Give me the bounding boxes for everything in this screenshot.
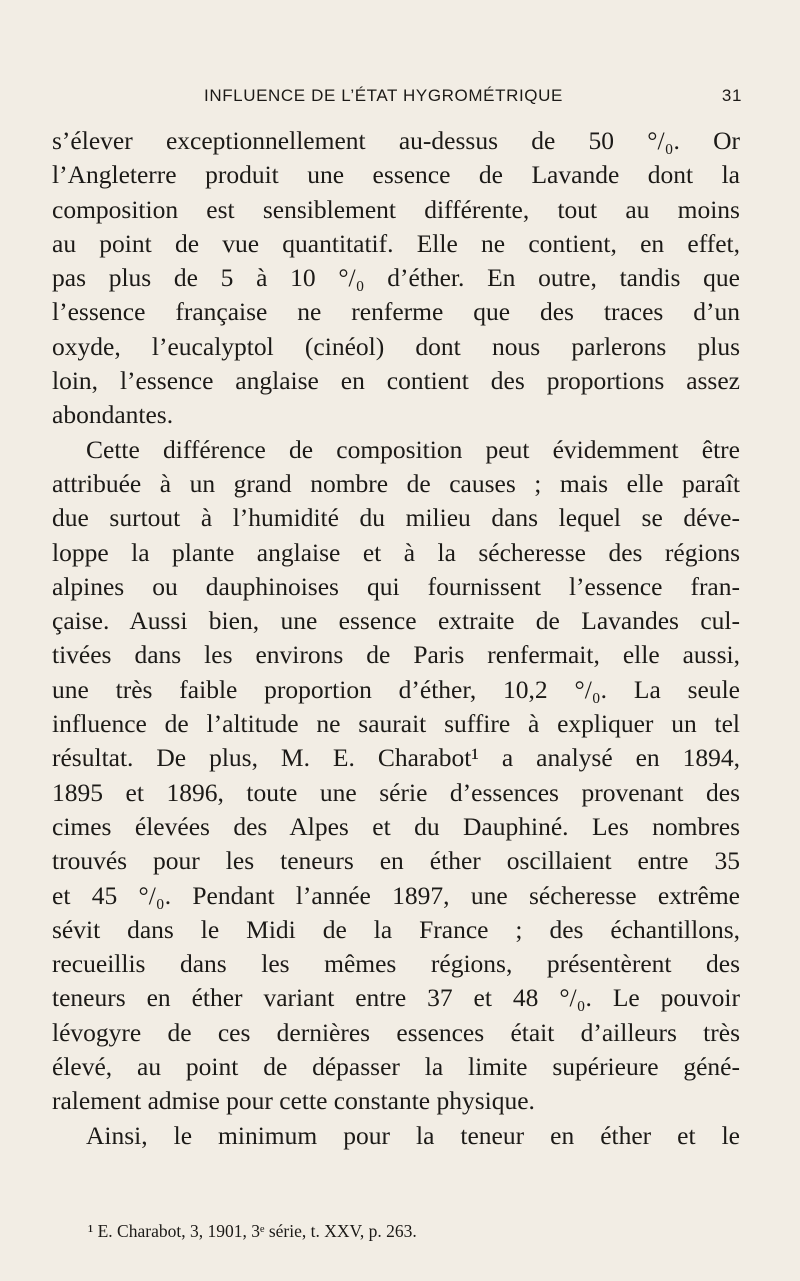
text-line: Cette différence de composition peut évidemment être [86, 434, 740, 464]
footnote: ¹ E. Charabot, 3, 1901, 3ᵉ série, t. XXV, p. 263. [88, 1221, 417, 1241]
text-line: abondantes. [52, 400, 174, 430]
text-line: due surtout à l’humidité du milieu dans lequel se déve- [52, 503, 740, 533]
text-line: attribuée à un grand nombre de causes ; mais elle paraît [52, 468, 740, 498]
text-line: au point de vue quantitatif. Elle ne contient, en effet, [52, 228, 740, 258]
page-number: 31 [721, 86, 742, 105]
text-line: 1895 et 1896, toute une série d’essences provenant des [52, 777, 740, 807]
text-line: tivées dans les environs de Paris renfermait, elle aussi, [52, 640, 740, 670]
text-line: élevé, au point de dépasser la limite supérieure géné- [52, 1052, 740, 1082]
text-line: l’Angleterre produit une essence de Lavande dont la [52, 160, 740, 190]
text-line: loin, l’essence anglaise en contient des proportions assez [52, 366, 740, 396]
text-line: et 45 °/₀. Pendant l’année 1897, une sécheresse extrême [52, 880, 740, 910]
text-line: cimes élevées des Alpes et du Dauphiné. Les nombres [52, 811, 740, 841]
body-text [52, 124, 740, 1153]
text-line: teneurs en éther variant entre 37 et 48 °/₀. Le pouvoir [52, 983, 740, 1013]
text-line: loppe la plante anglaise et à la sécheresse des régions [52, 537, 740, 567]
text-line: pas plus de 5 à 10 °/₀ d’éther. En outre, tandis que [52, 263, 740, 293]
text-line: composition est sensiblement différente, tout au moins [52, 194, 740, 224]
text-line: çaise. Aussi bien, une essence extraite de Lavandes cul- [52, 606, 740, 636]
text-line: trouvés pour les teneurs en éther oscillaient entre 35 [52, 846, 740, 876]
text-line: ralement admise pour cette constante physique. [52, 1086, 535, 1116]
text-line: s’élever exceptionnellement au-dessus de 50 °/₀. Or [52, 126, 740, 155]
text-line: oxyde, l’eucalyptol (cinéol) dont nous parlerons plus [52, 331, 740, 361]
text-line: résultat. De plus, M. E. Charabot¹ a analysé en 1894, [52, 743, 740, 773]
text-line: influence de l’altitude ne saurait suffire à expliquer un tel [52, 709, 740, 739]
text-line: sévit dans le Midi de la France ; des échantillons, [52, 914, 740, 944]
text-line: l’essence française ne renferme que des traces d’un [52, 297, 740, 327]
text-line: une très faible proportion d’éther, 10,2 °/₀. La seule [52, 674, 740, 704]
text-line: recueillis dans les mêmes régions, présentèrent des [52, 949, 740, 979]
text-line: lévogyre de ces dernières essences était d’ailleurs très [52, 1017, 740, 1047]
running-title: INFLUENCE DE L’ÉTAT HYGROMÉTRIQUE [204, 86, 563, 105]
page-header [204, 86, 742, 110]
text-line: Ainsi, le minimum pour la teneur en éther et le [86, 1120, 740, 1150]
text-line: alpines ou dauphinoises qui fournissent l’essence fran- [52, 571, 740, 601]
